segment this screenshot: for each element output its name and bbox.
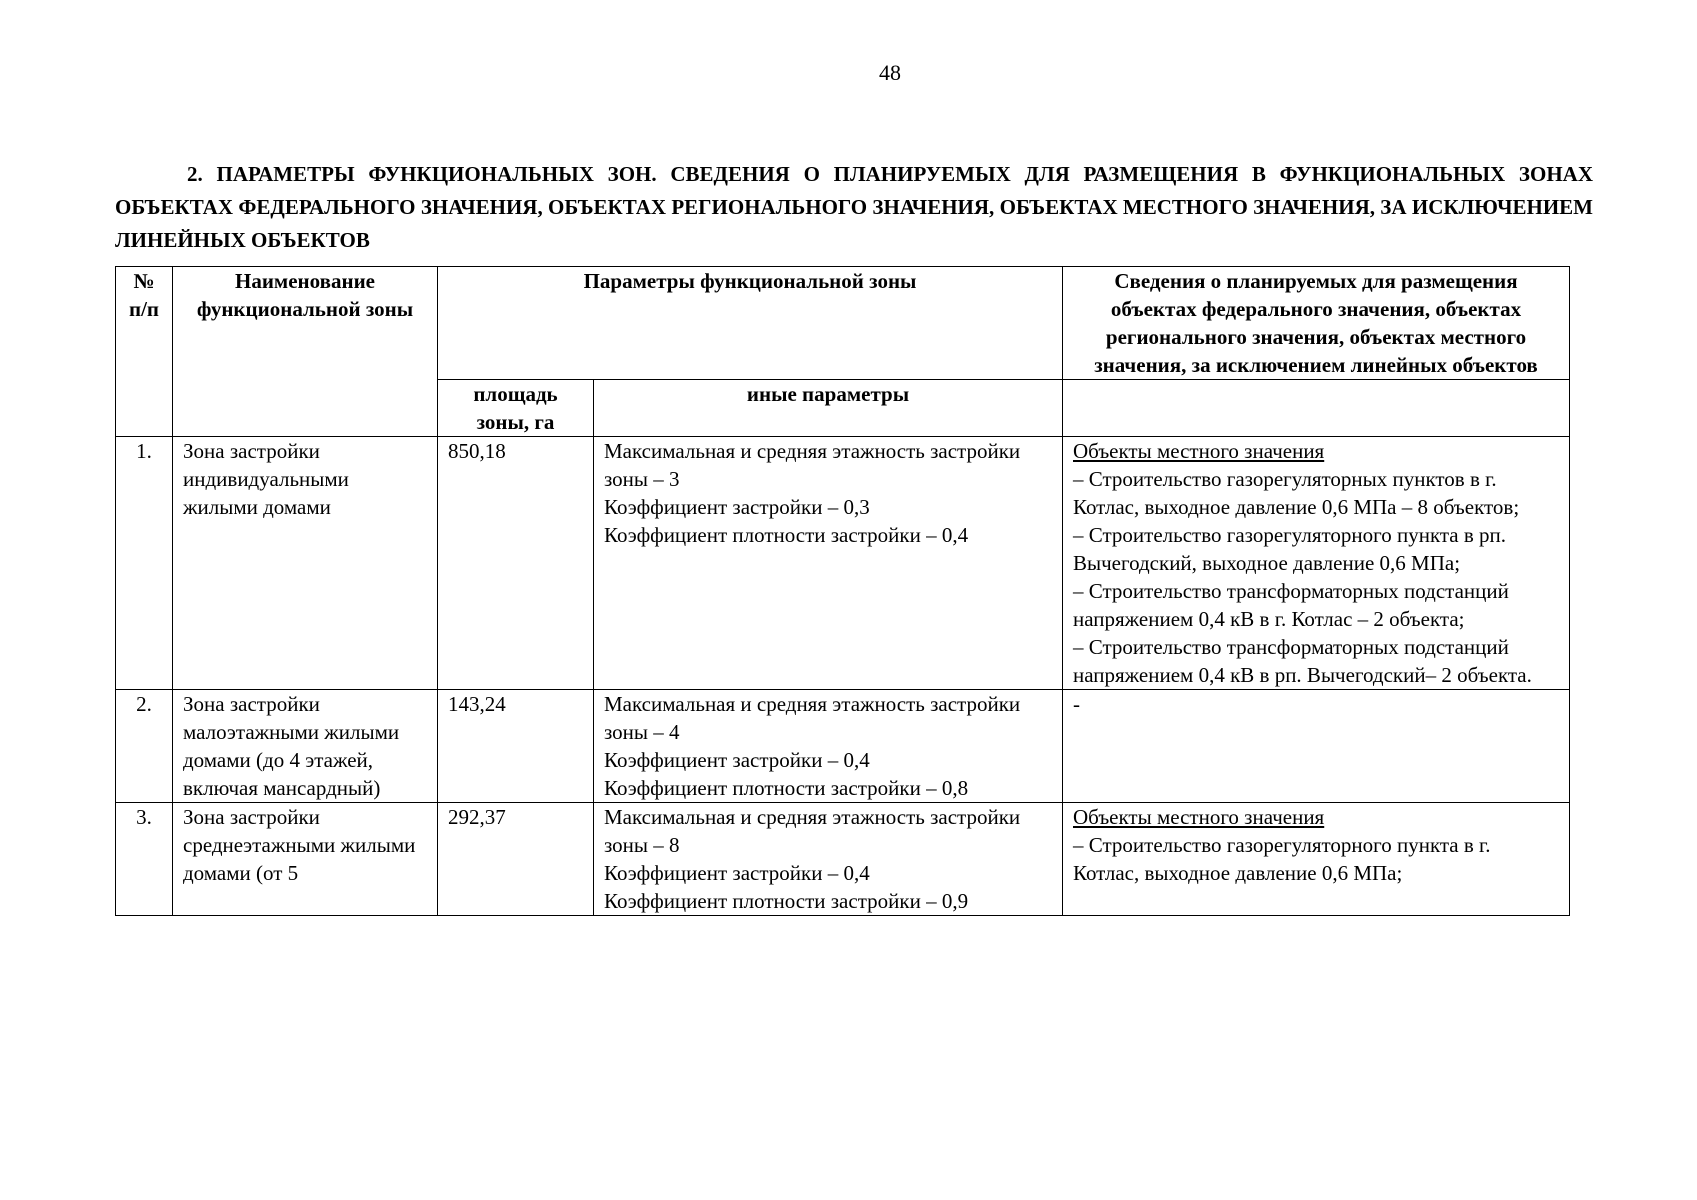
param-line: Коэффициент плотности застройки – 0,4 <box>604 523 969 547</box>
header-other-params: иные параметры <box>594 380 1063 437</box>
section-heading: 2. ПАРАМЕТРЫ ФУНКЦИОНАЛЬНЫХ ЗОН. СВЕДЕНИЯ О ПЛАНИРУЕМЫХ ДЛЯ РАЗМЕЩЕНИЯ В ФУНКЦИОНАЛЬНЫХ ЗОНАХ ОБЪЕКТАХ ФЕДЕРАЛЬНОГО ЗНАЧЕНИЯ, ОБЪЕКТАХ РЕГИОНАЛЬНОГО ЗНАЧЕНИЯ, ОБЪЕКТАХ МЕСТНОГО ЗНАЧЕНИЯ, ЗА ИСКЛЮЧЕНИЕМ ЛИНЕЙНЫХ ОБЪЕКТОВ <box>115 162 1593 252</box>
param-line: Коэффициент застройки – 0,4 <box>604 748 870 772</box>
row-planned-objects <box>1063 437 1570 690</box>
row-planned-objects: - <box>1063 690 1570 803</box>
row-params <box>594 690 1063 803</box>
object-item: – Строительство газорегуляторных пунктов в г. Котлас, выходное давление 0,6 МПа – 8 объектов; <box>1073 467 1520 519</box>
header-info: Сведения о планируемых для размещения объектах федерального значения, объектах регионального значения, объектах местного значения, за исключением линейных объектов <box>1063 267 1570 380</box>
param-line: Максимальная и средняя этажность застройки зоны – 8 <box>604 805 1021 857</box>
header-params: Параметры функциональной зоны <box>438 267 1063 380</box>
objects-category-title: Объекты местного значения <box>1073 805 1325 829</box>
param-line: Максимальная и средняя этажность застройки зоны – 3 <box>604 439 1021 491</box>
object-item: – Строительство газорегуляторного пункта в г. Котлас, выходное давление 0,6 МПа; <box>1073 833 1491 885</box>
row-params <box>594 437 1063 690</box>
header-num: № п/п <box>116 267 173 437</box>
row-area: 850,18 <box>438 437 594 690</box>
table-row <box>116 437 1570 690</box>
page-number: 48 <box>879 60 901 85</box>
row-planned-objects <box>1063 803 1570 916</box>
row-num: 3. <box>116 803 173 916</box>
header-info-empty <box>1063 380 1570 437</box>
object-item: – Строительство газорегуляторного пункта в рп. Вычегодский, выходное давление 0,6 МПа; <box>1073 523 1507 575</box>
header-area: площадь зоны, га <box>438 380 594 437</box>
table-header-row <box>116 267 1570 380</box>
param-line: Коэффициент застройки – 0,4 <box>604 861 870 885</box>
row-num: 1. <box>116 437 173 690</box>
row-params <box>594 803 1063 916</box>
param-line: Коэффициент плотности застройки – 0,8 <box>604 776 969 800</box>
table-row <box>116 690 1570 803</box>
table-row <box>116 803 1570 916</box>
object-item: – Строительство трансформаторных подстанций напряжением 0,4 кВ в рп. Вычегодский– 2 объекта. <box>1073 635 1532 687</box>
param-line: Максимальная и средняя этажность застройки зоны – 4 <box>604 692 1021 744</box>
param-line: Коэффициент плотности застройки – 0,9 <box>604 889 969 913</box>
row-area: 292,37 <box>438 803 594 916</box>
row-zone-name: Зона застройки среднеэтажными жилыми домами (от 5 <box>173 803 438 916</box>
row-zone-name: Зона застройки индивидуальными жилыми домами <box>173 437 438 690</box>
row-area: 143,24 <box>438 690 594 803</box>
objects-category-title: Объекты местного значения <box>1073 439 1325 463</box>
row-zone-name: Зона застройки малоэтажными жилыми домами (до 4 этажей, включая мансардный) <box>173 690 438 803</box>
param-line: Коэффициент застройки – 0,3 <box>604 495 870 519</box>
header-name: Наименование функциональной зоны <box>173 267 438 437</box>
row-num: 2. <box>116 690 173 803</box>
zones-table <box>115 266 1570 916</box>
object-item: – Строительство трансформаторных подстанций напряжением 0,4 кВ в г. Котлас – 2 объекта; <box>1073 579 1509 631</box>
